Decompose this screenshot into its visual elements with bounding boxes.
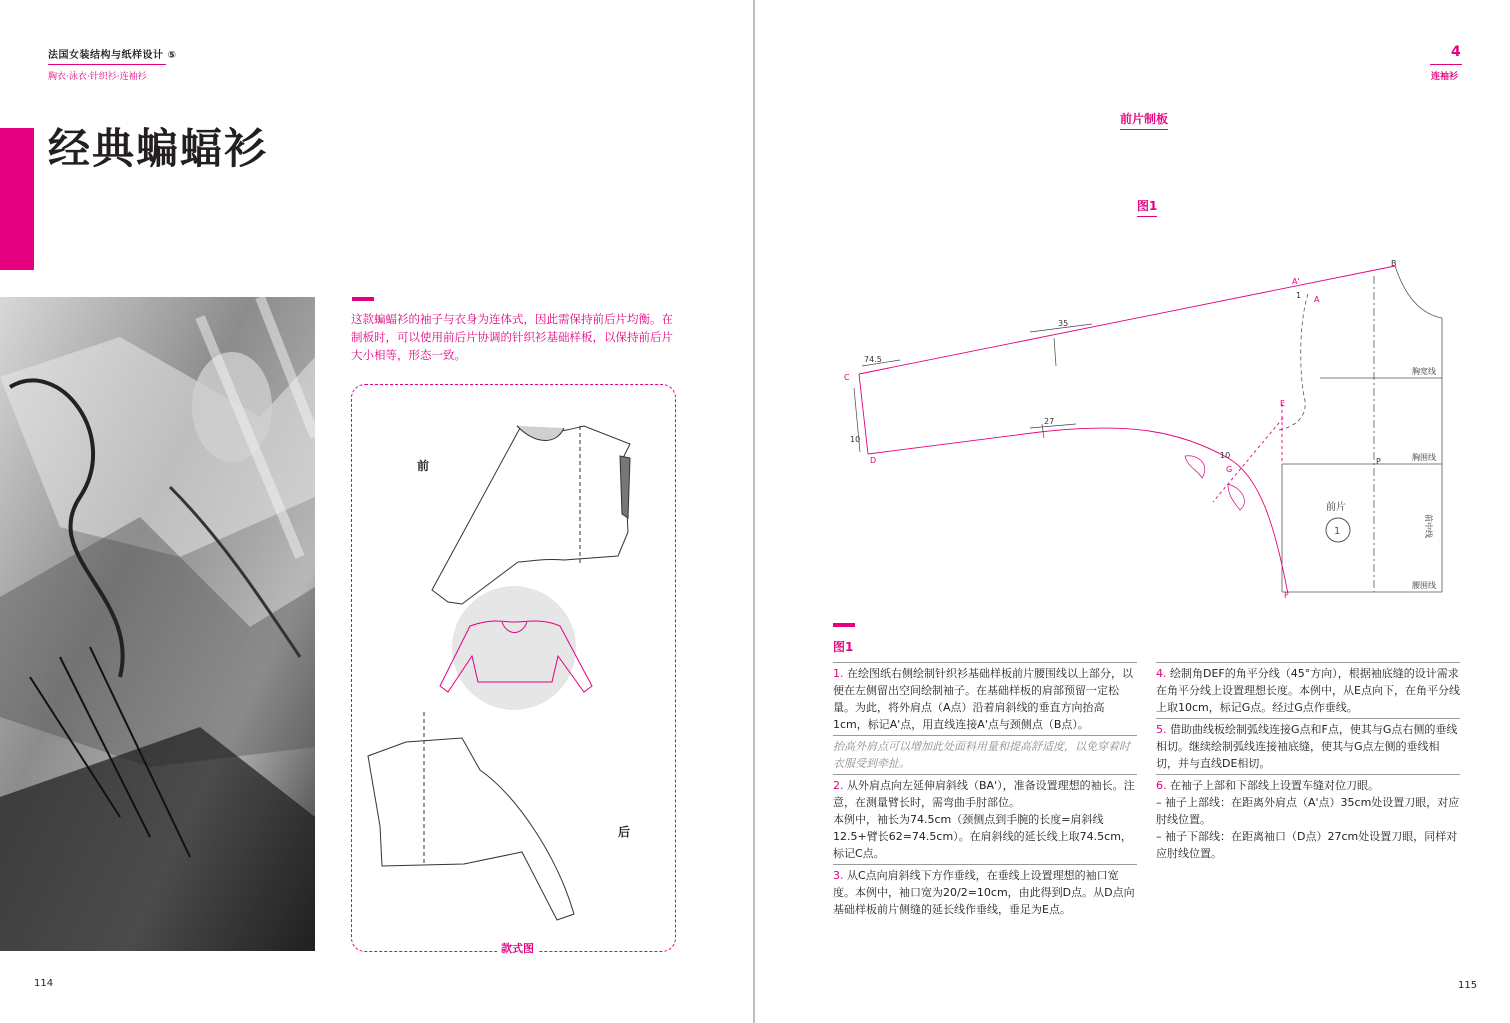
dim-gusset-10-label: 10 xyxy=(1220,451,1231,460)
section-title: 前片制板 xyxy=(1120,110,1168,130)
back-view-label: 后 xyxy=(618,825,631,839)
step-5-number: 5. xyxy=(1156,723,1167,736)
center-front-label: 前中线 xyxy=(1424,514,1433,538)
intro-paragraph: 这款蝙蝠衫的袖子与衣身为连体式，因此需保持前后片均衡。在制板时，可以使用前后片协调的针织衫基础样板，以保持前后片大小相等，形态一致。 xyxy=(351,312,673,362)
dim-cuff-10-label: 10 xyxy=(850,435,861,444)
step-2-text: 从外肩点向左延伸肩斜线（BA'），准备设置理想的袖长。注意，在测量臂长时，需弯曲手肘部位。 xyxy=(833,779,1135,809)
point-c-label: C xyxy=(844,373,850,382)
sleeve-outline xyxy=(859,266,1395,594)
dim-74-5-label: 74.5 xyxy=(864,355,882,364)
pattern-draft-diagram xyxy=(830,256,1490,606)
right-page-number: 115 xyxy=(1458,980,1478,991)
dim-35-label: 35 xyxy=(1058,319,1069,328)
title-accent-bar xyxy=(0,128,34,270)
step-1 xyxy=(833,662,1137,733)
curve-template-marks xyxy=(1185,456,1244,510)
step-6 xyxy=(1156,774,1460,862)
instructions-column-2 xyxy=(1156,662,1460,864)
step-4 xyxy=(1156,662,1460,716)
caption-title: 图1 xyxy=(833,640,854,654)
dim-27-label: 27 xyxy=(1044,417,1055,426)
point-d-label: D xyxy=(870,456,877,465)
style-figure-caption: 款式图 xyxy=(497,940,538,956)
step-2 xyxy=(833,774,1137,862)
left-page-number: 114 xyxy=(34,978,54,989)
front-flat-sketch xyxy=(432,426,630,604)
piece-name-label: 前片 xyxy=(1326,502,1346,513)
series-underline xyxy=(48,64,166,65)
step-5-text: 借助曲线板绘制弧线连接G点和F点，使其与G点右侧的垂线相切。继续绘制弧线连接袖底缝，使其与G点左侧的垂线相切，并与直线DE相切。 xyxy=(1156,723,1458,770)
fashion-illustration-image xyxy=(0,297,315,951)
point-a-label: A xyxy=(1314,295,1320,304)
illustration-graphic xyxy=(0,297,315,951)
back-flat-sketch xyxy=(368,712,574,920)
step-1-note-block xyxy=(833,735,1137,772)
chapter-underline xyxy=(1430,64,1462,65)
step-6-upper-notch: – 袖子上部线：在距离外肩点（A'点）35cm处设置刀眼，对应肘线位置。 xyxy=(1156,796,1460,826)
instructions-column-1 xyxy=(833,662,1137,920)
caption-accent-bar xyxy=(833,623,855,627)
front-view-label: 前 xyxy=(417,459,430,473)
step-1-note: 抬高外肩点可以增加此处面料用量和提高舒适度，以免穿着时衣服受到牵扯。 xyxy=(833,740,1130,770)
step-6-text: 在袖子上部和下部线上设置车缝对位刀眼。 xyxy=(1170,779,1379,792)
step-3 xyxy=(833,864,1137,918)
step-4-number: 4. xyxy=(1156,667,1167,680)
series-title: 法国女装结构与纸样设计 ⑤ xyxy=(48,50,177,61)
chapter-number: 4 xyxy=(1451,44,1461,60)
point-p-label: P xyxy=(1376,457,1381,466)
page-title: 经典蝙蝠衫 xyxy=(48,124,269,173)
figure-title: 图1 xyxy=(1137,197,1157,217)
piece-number-label: 1 xyxy=(1334,526,1341,537)
bodice-block xyxy=(1278,266,1442,592)
point-e-label: E xyxy=(1280,399,1286,408)
step-2-example: 本例中，袖长为74.5cm（颈侧点到手腕的长度=肩斜线12.5+臂长62=74.5cm）。在肩斜线的延长线上取74.5cm，标记C点。 xyxy=(833,813,1132,860)
step-1-number: 1. xyxy=(833,667,844,680)
step-3-number: 3. xyxy=(833,869,844,882)
step-1-text: 在绘图纸右侧绘制针织衫基础样板前片腰围线以上部分，以便在左侧留出空间绘制袖子。在基础样板的肩部预留一定松量。为此，将外肩点（A点）沿着肩斜线的垂直方向抬高1cm，标记A'点，用直线连接A'点与颈侧点（B点）。 xyxy=(833,667,1133,731)
waist-line-label: 腰围线 xyxy=(1412,581,1436,590)
flat-sketch-drawings xyxy=(352,386,674,946)
step-4-text: 绘制角DEF的角平分线（45°方向），根据袖底缝的设计需求在角平分线上设置理想长度。本例中，从E点向下，在角平分线上取10cm，标记G点。经过G点作垂线。 xyxy=(1156,667,1460,714)
step-3-text: 从C点向肩斜线下方作垂线，在垂线上设置理想的袖口宽度。本例中，袖口宽为20/2=10cm，由此得到D点。从D点向基础样板前片侧缝的延长线作垂线，垂足为E点。 xyxy=(833,869,1135,916)
series-subtitle: 胸衣·泳衣·针织衫·连袖衫 xyxy=(48,72,147,82)
intro-accent-bar xyxy=(352,297,374,301)
point-g-label: G xyxy=(1226,465,1233,474)
step-6-number: 6. xyxy=(1156,779,1167,792)
model-silhouette-circle xyxy=(452,586,576,710)
book-gutter xyxy=(753,0,755,1023)
chapter-name: 连袖衫 xyxy=(1431,72,1459,82)
chest-width-line-label: 胸宽线 xyxy=(1412,367,1436,376)
step-5 xyxy=(1156,718,1460,772)
step-6-lower-notch: – 袖子下部线：在距离袖口（D点）27cm处设置刀眼，同样对应肘线位置。 xyxy=(1156,830,1458,860)
point-a-prime-label: A' xyxy=(1292,277,1300,286)
point-f-label: F xyxy=(1284,591,1289,600)
bust-line-label: 胸围线 xyxy=(1412,453,1436,462)
step-2-number: 2. xyxy=(833,779,844,792)
point-b-label: B xyxy=(1391,259,1397,268)
dim-1-label: 1 xyxy=(1296,291,1302,300)
